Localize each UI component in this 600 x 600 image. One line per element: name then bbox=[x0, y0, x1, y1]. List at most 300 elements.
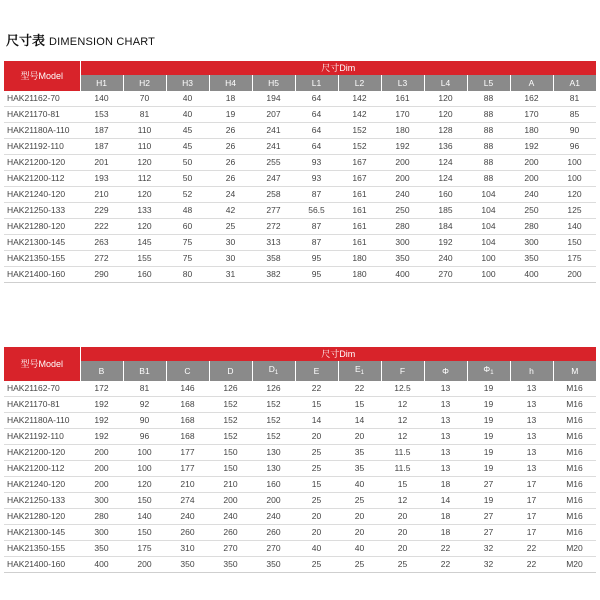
column-header-label: D bbox=[227, 366, 234, 376]
value-cell: M16 bbox=[553, 413, 596, 429]
value-cell: 192 bbox=[80, 429, 123, 445]
value-cell: M20 bbox=[553, 557, 596, 573]
table-row bbox=[4, 91, 596, 107]
table-row bbox=[4, 397, 596, 413]
value-cell: 140 bbox=[123, 509, 166, 525]
value-cell: 15 bbox=[295, 397, 338, 413]
value-cell: 270 bbox=[209, 541, 252, 557]
value-cell: 40 bbox=[295, 541, 338, 557]
value-cell: 200 bbox=[252, 493, 295, 509]
value-cell: 240 bbox=[424, 251, 467, 267]
model-cell: HAK21170-81 bbox=[4, 107, 80, 123]
value-cell: 81 bbox=[553, 91, 596, 107]
value-cell: 350 bbox=[166, 557, 209, 573]
value-cell: 140 bbox=[80, 91, 123, 107]
value-cell: 152 bbox=[252, 397, 295, 413]
value-cell: 100 bbox=[123, 445, 166, 461]
value-cell: 277 bbox=[252, 203, 295, 219]
value-cell: 187 bbox=[80, 139, 123, 155]
model-header: 型号Model bbox=[4, 347, 80, 381]
value-cell: 161 bbox=[338, 187, 381, 203]
column-header: A1 bbox=[553, 75, 596, 91]
value-cell: 207 bbox=[252, 107, 295, 123]
value-cell: 20 bbox=[295, 525, 338, 541]
model-cell: HAK21200-120 bbox=[4, 445, 80, 461]
value-cell: 19 bbox=[467, 397, 510, 413]
column-header-label: B bbox=[98, 366, 105, 376]
column-header-label: h bbox=[529, 366, 534, 376]
value-cell: 168 bbox=[166, 413, 209, 429]
value-cell: 192 bbox=[424, 235, 467, 251]
value-cell: 80 bbox=[166, 267, 209, 283]
value-cell: 30 bbox=[209, 251, 252, 267]
value-cell: 185 bbox=[424, 203, 467, 219]
value-cell: 22 bbox=[424, 557, 467, 573]
value-cell: 184 bbox=[424, 219, 467, 235]
value-cell: 260 bbox=[209, 525, 252, 541]
value-cell: 18 bbox=[424, 477, 467, 493]
value-cell: 161 bbox=[338, 219, 381, 235]
value-cell: 87 bbox=[295, 219, 338, 235]
column-header: H3 bbox=[166, 75, 209, 91]
value-cell: 126 bbox=[209, 381, 252, 397]
value-cell: 14 bbox=[338, 413, 381, 429]
value-cell: 27 bbox=[467, 525, 510, 541]
value-cell: 200 bbox=[123, 557, 166, 573]
column-header-subscript: 1 bbox=[274, 370, 279, 376]
value-cell: 382 bbox=[252, 267, 295, 283]
value-cell: 11.5 bbox=[381, 461, 424, 477]
value-cell: 313 bbox=[252, 235, 295, 251]
table-row bbox=[4, 123, 596, 139]
dim-header: 尺寸Dim bbox=[80, 347, 596, 361]
value-cell: 26 bbox=[209, 139, 252, 155]
value-cell: 13 bbox=[424, 445, 467, 461]
value-cell: 64 bbox=[295, 123, 338, 139]
value-cell: 104 bbox=[467, 203, 510, 219]
value-cell: 100 bbox=[123, 461, 166, 477]
table-row bbox=[4, 525, 596, 541]
value-cell: 40 bbox=[338, 541, 381, 557]
column-header: L5 bbox=[467, 75, 510, 91]
value-cell: 200 bbox=[510, 171, 553, 187]
value-cell: 161 bbox=[338, 235, 381, 251]
model-cell: HAK21162-70 bbox=[4, 381, 80, 397]
value-cell: 20 bbox=[338, 525, 381, 541]
model-header: 型号Model bbox=[4, 61, 80, 91]
value-cell: 142 bbox=[338, 107, 381, 123]
value-cell: 13 bbox=[424, 397, 467, 413]
model-cell: HAK21200-120 bbox=[4, 155, 80, 171]
value-cell: 160 bbox=[424, 187, 467, 203]
model-cell: HAK21300-145 bbox=[4, 235, 80, 251]
value-cell: 160 bbox=[123, 267, 166, 283]
value-cell: 13 bbox=[510, 429, 553, 445]
value-cell: 45 bbox=[166, 139, 209, 155]
value-cell: 40 bbox=[338, 477, 381, 493]
value-cell: 150 bbox=[123, 525, 166, 541]
value-cell: 95 bbox=[295, 251, 338, 267]
value-cell: 168 bbox=[166, 429, 209, 445]
table-row bbox=[4, 557, 596, 573]
value-cell: 35 bbox=[338, 461, 381, 477]
model-cell: HAK21240-120 bbox=[4, 477, 80, 493]
value-cell: 52 bbox=[166, 187, 209, 203]
value-cell: 93 bbox=[295, 171, 338, 187]
value-cell: 152 bbox=[209, 397, 252, 413]
column-header-label: M bbox=[571, 366, 579, 376]
value-cell: 112 bbox=[123, 171, 166, 187]
value-cell: 210 bbox=[166, 477, 209, 493]
value-cell: 42 bbox=[209, 203, 252, 219]
value-cell: 260 bbox=[252, 525, 295, 541]
value-cell: 11.5 bbox=[381, 445, 424, 461]
table-row bbox=[4, 155, 596, 171]
value-cell: 200 bbox=[381, 171, 424, 187]
value-cell: 210 bbox=[209, 477, 252, 493]
value-cell: 13 bbox=[510, 381, 553, 397]
value-cell: 272 bbox=[80, 251, 123, 267]
value-cell: 240 bbox=[510, 187, 553, 203]
value-cell: 152 bbox=[338, 139, 381, 155]
value-cell: 274 bbox=[166, 493, 209, 509]
model-cell: HAK21192-110 bbox=[4, 429, 80, 445]
value-cell: 19 bbox=[467, 461, 510, 477]
column-header: H5 bbox=[252, 75, 295, 91]
value-cell: 177 bbox=[166, 461, 209, 477]
page-title bbox=[6, 30, 155, 49]
value-cell: 290 bbox=[80, 267, 123, 283]
value-cell: 150 bbox=[209, 445, 252, 461]
value-cell: 75 bbox=[166, 251, 209, 267]
value-cell: 24 bbox=[209, 187, 252, 203]
table-row bbox=[4, 541, 596, 557]
column-header bbox=[510, 361, 553, 381]
value-cell: 120 bbox=[123, 219, 166, 235]
value-cell: 270 bbox=[424, 267, 467, 283]
table-row bbox=[4, 187, 596, 203]
value-cell: 124 bbox=[424, 155, 467, 171]
column-header bbox=[252, 361, 295, 381]
value-cell: 152 bbox=[252, 413, 295, 429]
value-cell: 90 bbox=[553, 123, 596, 139]
value-cell: 110 bbox=[123, 123, 166, 139]
value-cell: 19 bbox=[209, 107, 252, 123]
value-cell: 400 bbox=[510, 267, 553, 283]
value-cell: 193 bbox=[80, 171, 123, 187]
value-cell: 50 bbox=[166, 171, 209, 187]
column-header-label: Φ bbox=[442, 366, 449, 376]
value-cell: 161 bbox=[338, 203, 381, 219]
value-cell: 255 bbox=[252, 155, 295, 171]
table-row bbox=[4, 267, 596, 283]
value-cell: 155 bbox=[123, 251, 166, 267]
model-cell: HAK21350-155 bbox=[4, 251, 80, 267]
value-cell: 120 bbox=[123, 187, 166, 203]
value-cell: 350 bbox=[209, 557, 252, 573]
value-cell: 17 bbox=[510, 509, 553, 525]
value-cell: M20 bbox=[553, 541, 596, 557]
value-cell: 241 bbox=[252, 139, 295, 155]
value-cell: 40 bbox=[166, 107, 209, 123]
value-cell: 17 bbox=[510, 493, 553, 509]
value-cell: 400 bbox=[381, 267, 424, 283]
value-cell: 25 bbox=[338, 493, 381, 509]
value-cell: 22 bbox=[338, 381, 381, 397]
value-cell: 88 bbox=[467, 91, 510, 107]
value-cell: 19 bbox=[467, 381, 510, 397]
value-cell: 13 bbox=[424, 413, 467, 429]
value-cell: 222 bbox=[80, 219, 123, 235]
value-cell: 150 bbox=[553, 235, 596, 251]
value-cell: 13 bbox=[510, 445, 553, 461]
column-header bbox=[209, 361, 252, 381]
value-cell: 350 bbox=[381, 251, 424, 267]
dimension-table-1 bbox=[4, 61, 596, 283]
model-cell: HAK21250-133 bbox=[4, 493, 80, 509]
value-cell: 100 bbox=[467, 267, 510, 283]
value-cell: 12 bbox=[381, 397, 424, 413]
value-cell: 95 bbox=[295, 267, 338, 283]
value-cell: 75 bbox=[166, 235, 209, 251]
value-cell: 120 bbox=[123, 477, 166, 493]
value-cell: 400 bbox=[80, 557, 123, 573]
value-cell: 180 bbox=[510, 123, 553, 139]
model-cell: HAK21240-120 bbox=[4, 187, 80, 203]
value-cell: 32 bbox=[467, 557, 510, 573]
model-cell: HAK21400-160 bbox=[4, 267, 80, 283]
value-cell: 45 bbox=[166, 123, 209, 139]
value-cell: 310 bbox=[166, 541, 209, 557]
value-cell: M16 bbox=[553, 381, 596, 397]
value-cell: 142 bbox=[338, 91, 381, 107]
column-header bbox=[424, 361, 467, 381]
value-cell: 22 bbox=[510, 541, 553, 557]
value-cell: 167 bbox=[338, 155, 381, 171]
value-cell: 175 bbox=[553, 251, 596, 267]
table-row bbox=[4, 171, 596, 187]
value-cell: 27 bbox=[467, 509, 510, 525]
value-cell: 25 bbox=[338, 557, 381, 573]
value-cell: 160 bbox=[252, 477, 295, 493]
value-cell: 170 bbox=[510, 107, 553, 123]
value-cell: 15 bbox=[338, 397, 381, 413]
table-row bbox=[4, 251, 596, 267]
model-cell: HAK21250-133 bbox=[4, 203, 80, 219]
value-cell: 19 bbox=[467, 413, 510, 429]
value-cell: 180 bbox=[381, 123, 424, 139]
model-cell: HAK21192-110 bbox=[4, 139, 80, 155]
value-cell: 35 bbox=[338, 445, 381, 461]
value-cell: 126 bbox=[252, 381, 295, 397]
value-cell: 200 bbox=[209, 493, 252, 509]
column-header-label: C bbox=[184, 366, 191, 376]
value-cell: 187 bbox=[80, 123, 123, 139]
model-cell: HAK21300-145 bbox=[4, 525, 80, 541]
column-header bbox=[381, 361, 424, 381]
value-cell: 25 bbox=[381, 557, 424, 573]
value-cell: 240 bbox=[252, 509, 295, 525]
model-cell: HAK21180A-110 bbox=[4, 413, 80, 429]
column-header bbox=[80, 361, 123, 381]
value-cell: 180 bbox=[338, 251, 381, 267]
value-cell: 20 bbox=[381, 541, 424, 557]
value-cell: 18 bbox=[209, 91, 252, 107]
value-cell: 192 bbox=[80, 397, 123, 413]
value-cell: 258 bbox=[252, 187, 295, 203]
value-cell: 200 bbox=[80, 477, 123, 493]
value-cell: 136 bbox=[424, 139, 467, 155]
value-cell: 13 bbox=[424, 381, 467, 397]
value-cell: 152 bbox=[252, 429, 295, 445]
value-cell: M16 bbox=[553, 445, 596, 461]
value-cell: 350 bbox=[510, 251, 553, 267]
value-cell: 17 bbox=[510, 477, 553, 493]
column-header-label: E bbox=[354, 364, 361, 374]
value-cell: 25 bbox=[209, 219, 252, 235]
value-cell: M16 bbox=[553, 493, 596, 509]
value-cell: 161 bbox=[381, 91, 424, 107]
table-row bbox=[4, 509, 596, 525]
value-cell: 140 bbox=[553, 219, 596, 235]
value-cell: 20 bbox=[295, 429, 338, 445]
column-header: L1 bbox=[295, 75, 338, 91]
value-cell: 300 bbox=[381, 235, 424, 251]
value-cell: 146 bbox=[166, 381, 209, 397]
value-cell: 12 bbox=[381, 493, 424, 509]
value-cell: 300 bbox=[80, 493, 123, 509]
model-cell: HAK21280-120 bbox=[4, 219, 80, 235]
value-cell: 13 bbox=[510, 397, 553, 413]
value-cell: 280 bbox=[381, 219, 424, 235]
column-header bbox=[166, 361, 209, 381]
model-cell: HAK21180A-110 bbox=[4, 123, 80, 139]
column-header bbox=[295, 361, 338, 381]
value-cell: 150 bbox=[209, 461, 252, 477]
title-zh: 尺寸表 bbox=[6, 33, 46, 48]
value-cell: 20 bbox=[381, 525, 424, 541]
value-cell: 22 bbox=[295, 381, 338, 397]
value-cell: 192 bbox=[510, 139, 553, 155]
value-cell: 12 bbox=[381, 413, 424, 429]
value-cell: 19 bbox=[467, 429, 510, 445]
value-cell: 270 bbox=[252, 541, 295, 557]
column-header-subscript: 1 bbox=[360, 370, 364, 376]
column-header bbox=[338, 361, 381, 381]
value-cell: 18 bbox=[424, 509, 467, 525]
value-cell: 32 bbox=[467, 541, 510, 557]
value-cell: 92 bbox=[123, 397, 166, 413]
value-cell: 26 bbox=[209, 123, 252, 139]
value-cell: 168 bbox=[166, 397, 209, 413]
value-cell: M16 bbox=[553, 397, 596, 413]
value-cell: 130 bbox=[252, 461, 295, 477]
value-cell: 124 bbox=[424, 171, 467, 187]
value-cell: 60 bbox=[166, 219, 209, 235]
value-cell: 25 bbox=[295, 461, 338, 477]
value-cell: 12.5 bbox=[381, 381, 424, 397]
value-cell: 20 bbox=[338, 429, 381, 445]
value-cell: M16 bbox=[553, 461, 596, 477]
value-cell: 13 bbox=[510, 461, 553, 477]
value-cell: 180 bbox=[338, 267, 381, 283]
value-cell: 40 bbox=[166, 91, 209, 107]
column-header bbox=[553, 361, 596, 381]
value-cell: 272 bbox=[252, 219, 295, 235]
value-cell: 120 bbox=[553, 187, 596, 203]
value-cell: 110 bbox=[123, 139, 166, 155]
table-row bbox=[4, 477, 596, 493]
value-cell: 130 bbox=[252, 445, 295, 461]
value-cell: 19 bbox=[467, 493, 510, 509]
model-cell: HAK21280-120 bbox=[4, 509, 80, 525]
value-cell: 100 bbox=[553, 155, 596, 171]
model-cell: HAK21200-112 bbox=[4, 171, 80, 187]
value-cell: 20 bbox=[295, 509, 338, 525]
value-cell: 250 bbox=[381, 203, 424, 219]
value-cell: 241 bbox=[252, 123, 295, 139]
value-cell: 22 bbox=[510, 557, 553, 573]
value-cell: 250 bbox=[510, 203, 553, 219]
value-cell: 200 bbox=[381, 155, 424, 171]
value-cell: 177 bbox=[166, 445, 209, 461]
value-cell: 87 bbox=[295, 235, 338, 251]
column-header: L4 bbox=[424, 75, 467, 91]
table-row bbox=[4, 445, 596, 461]
column-header-subscript: 1 bbox=[490, 370, 494, 376]
value-cell: 13 bbox=[424, 461, 467, 477]
value-cell: M16 bbox=[553, 509, 596, 525]
value-cell: 88 bbox=[467, 107, 510, 123]
value-cell: 25 bbox=[295, 445, 338, 461]
column-header bbox=[123, 361, 166, 381]
column-header: L3 bbox=[381, 75, 424, 91]
model-cell: HAK21162-70 bbox=[4, 91, 80, 107]
value-cell: 172 bbox=[80, 381, 123, 397]
dimension-table-2 bbox=[4, 347, 596, 573]
value-cell: 100 bbox=[467, 251, 510, 267]
value-cell: 25 bbox=[295, 557, 338, 573]
table-row bbox=[4, 429, 596, 445]
model-cell: HAK21200-112 bbox=[4, 461, 80, 477]
value-cell: 64 bbox=[295, 91, 338, 107]
model-cell: HAK21170-81 bbox=[4, 397, 80, 413]
value-cell: 145 bbox=[123, 235, 166, 251]
table-row bbox=[4, 493, 596, 509]
value-cell: 128 bbox=[424, 123, 467, 139]
value-cell: 229 bbox=[80, 203, 123, 219]
value-cell: 22 bbox=[424, 541, 467, 557]
value-cell: 200 bbox=[553, 267, 596, 283]
value-cell: 358 bbox=[252, 251, 295, 267]
value-cell: 120 bbox=[424, 91, 467, 107]
value-cell: 175 bbox=[123, 541, 166, 557]
value-cell: 88 bbox=[467, 171, 510, 187]
column-header-label: B1 bbox=[139, 366, 150, 376]
value-cell: 70 bbox=[123, 91, 166, 107]
table-row bbox=[4, 139, 596, 155]
value-cell: 120 bbox=[424, 107, 467, 123]
table-row bbox=[4, 235, 596, 251]
value-cell: 263 bbox=[80, 235, 123, 251]
column-header-label: E bbox=[313, 366, 320, 376]
table-row bbox=[4, 413, 596, 429]
table-row bbox=[4, 381, 596, 397]
model-cell: HAK21350-155 bbox=[4, 541, 80, 557]
value-cell: 300 bbox=[80, 525, 123, 541]
value-cell: 20 bbox=[381, 509, 424, 525]
column-header bbox=[467, 361, 510, 381]
